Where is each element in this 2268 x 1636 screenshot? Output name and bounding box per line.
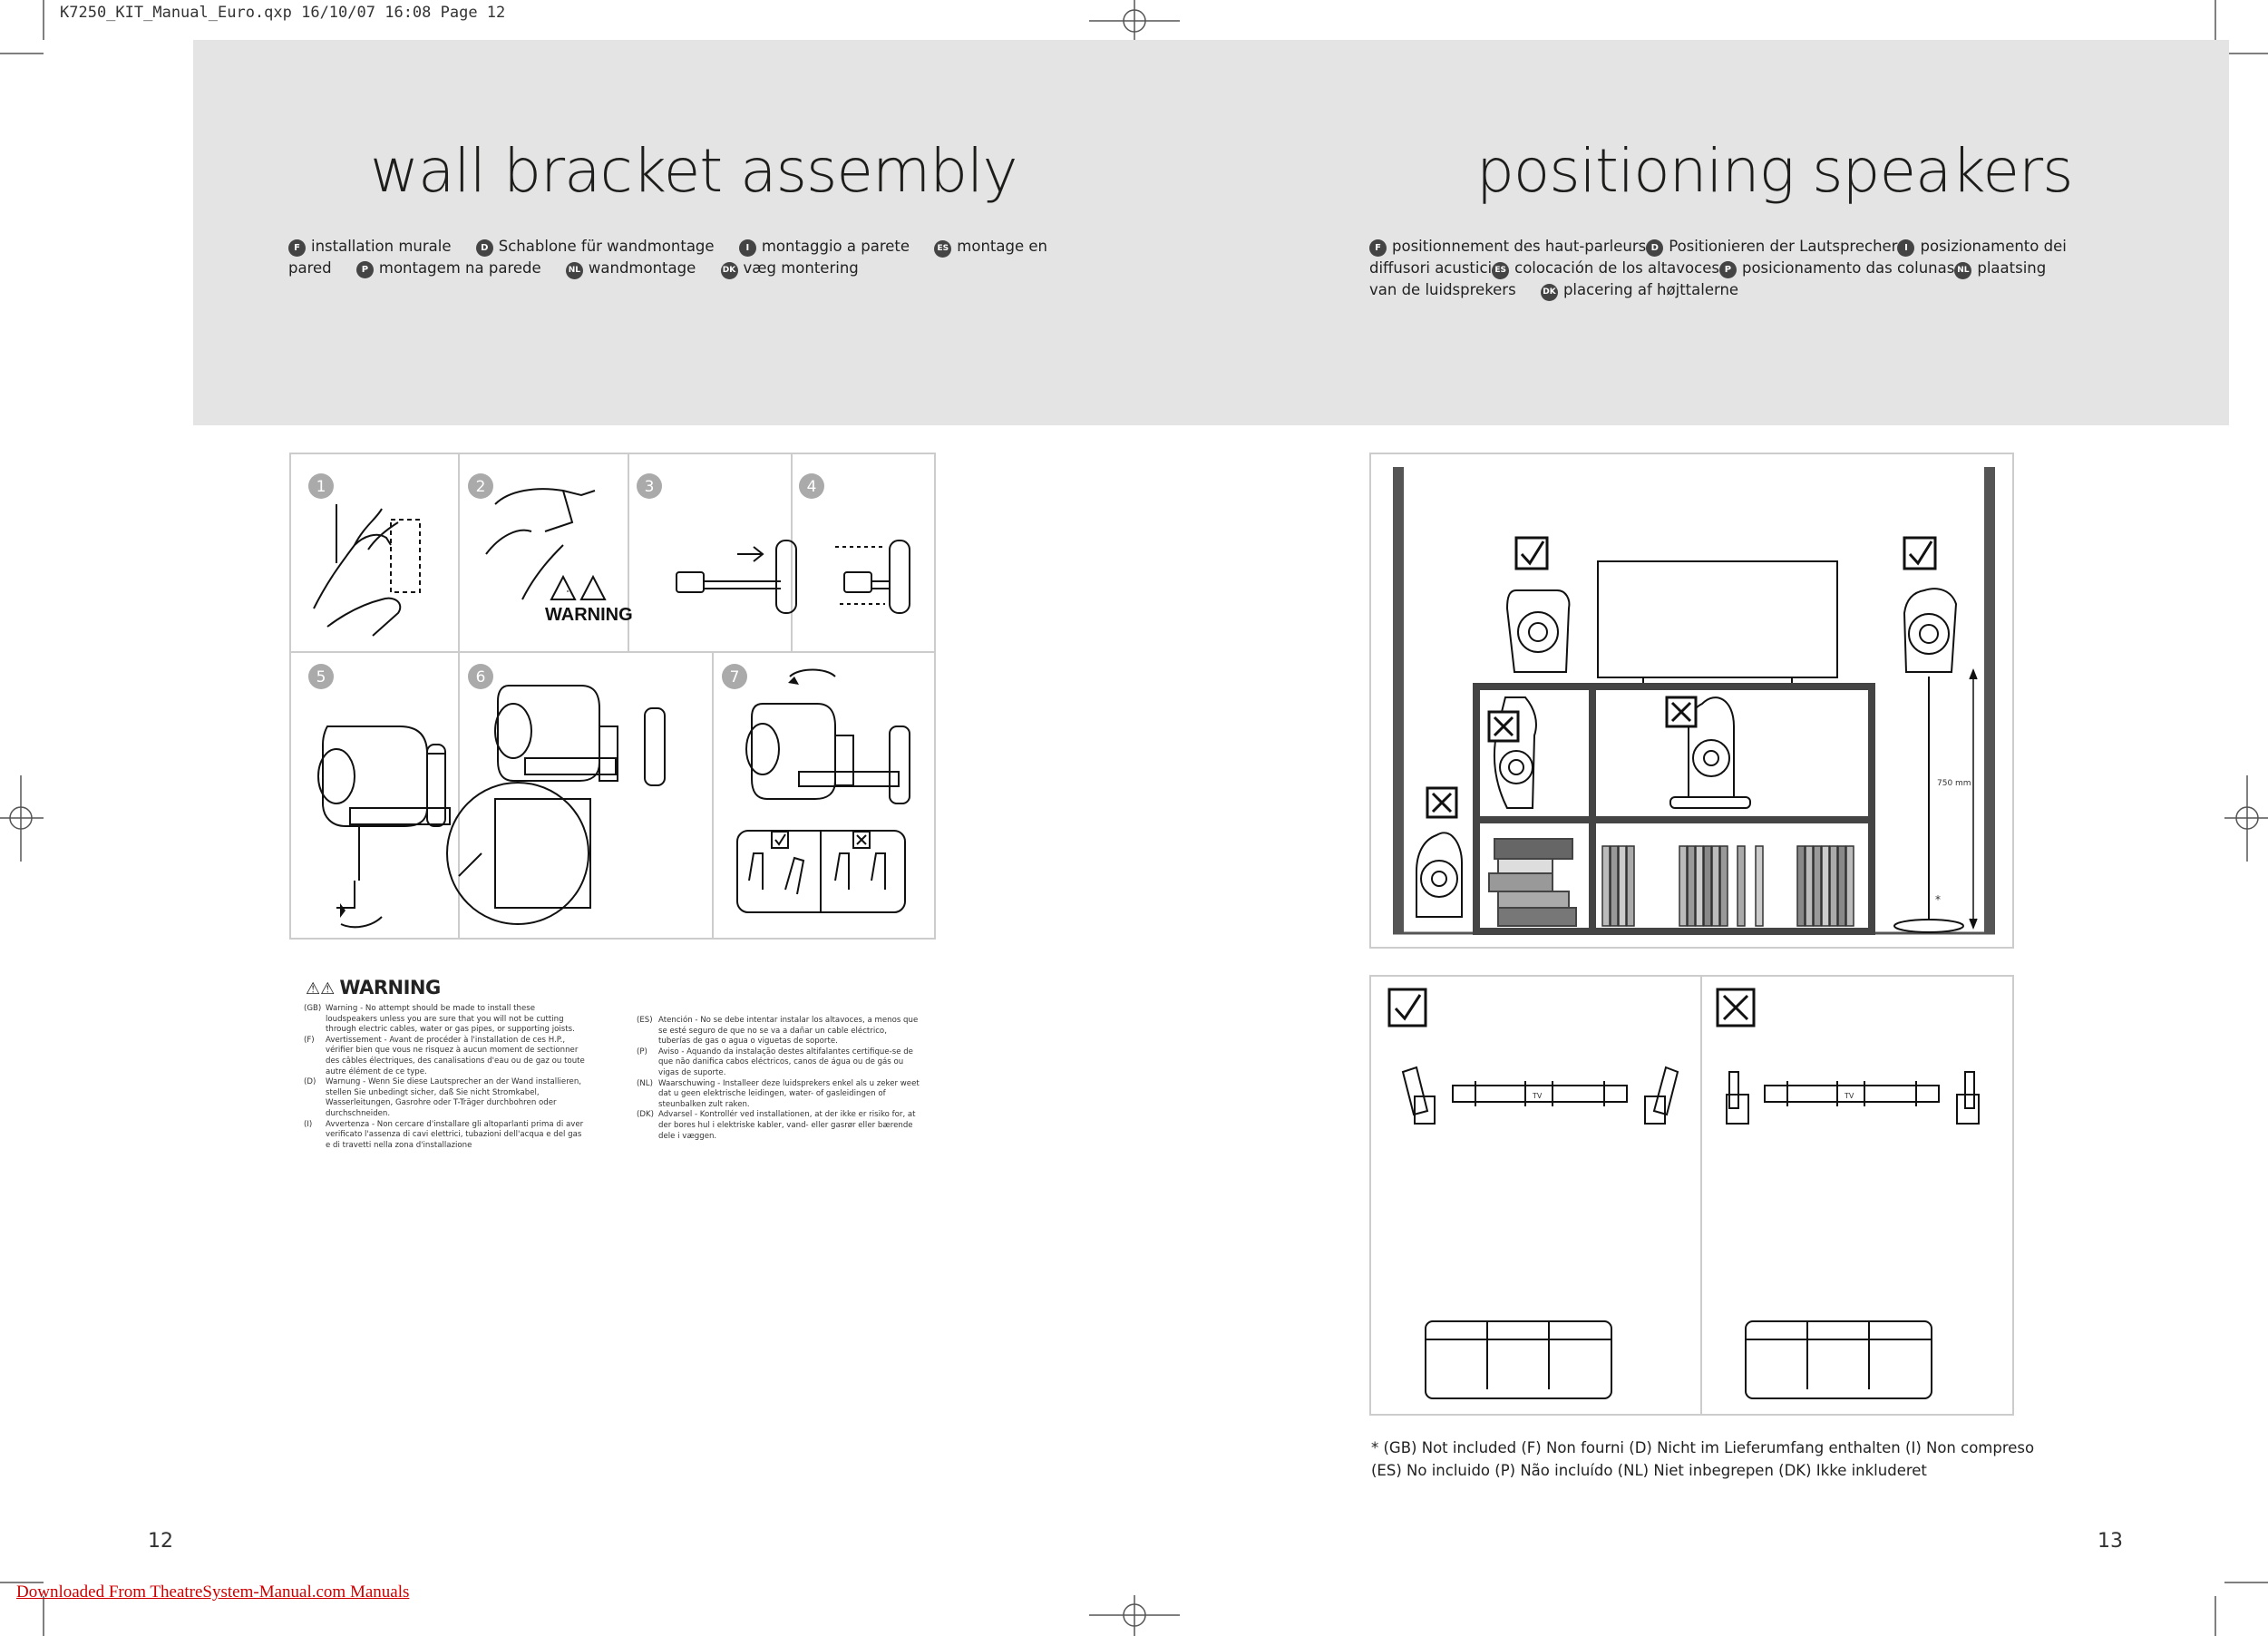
lang-text: montagem na parede — [378, 259, 541, 277]
lang-badge: ES — [934, 240, 951, 258]
step-number: 4 — [806, 478, 817, 496]
warning-item: (NL) Waarschuwing - Installeer deze luidsprekers enkel als u zeker weet dat u geen elektrische leidingen, water- of gasleidingen of steunbalken zult raken. — [637, 1078, 920, 1109]
lang-text: posicionamento das colunas — [1741, 259, 1955, 277]
lang-badge: D — [476, 239, 493, 257]
lang-badge: NL — [566, 262, 583, 279]
tv-label: TV — [1533, 1092, 1543, 1100]
room-illustration — [1371, 454, 2012, 947]
step-number: 3 — [644, 478, 655, 496]
lang-text: diffusori acustici — [1369, 259, 1493, 277]
warning-item: (GB) Warning - No attempt should be made to install these loudspeakers unless you are sure that you will not be cutting through electric cables, water or gas pipes, or supporting joists. — [304, 1004, 575, 1035]
warning-item: (F) Avertissement - Avant de procéder à l'installation de ces H.P., vérifier bien que vous ne risquez à aucun moment de sectionner des câbles électriques, des canalisations d'eau ou de gaz ou toute autre élément de ce type. — [304, 1035, 585, 1076]
warning-sign-label: WARNING — [545, 605, 633, 625]
lang-badge: ES — [1492, 262, 1509, 279]
lang-text: colocación de los altavoces — [1514, 259, 1719, 277]
speaker-placement-diagram — [1369, 453, 2014, 949]
step-number: 5 — [316, 668, 326, 687]
lang-text: placering af højttalerne — [1562, 281, 1739, 298]
footnote-line-2: (ES) No incluido (P) Não incluído (NL) Niet inbegrepen (DK) Ikke inkluderet — [1371, 1462, 1927, 1479]
lang-text: wandmontage — [588, 259, 696, 277]
print-slug: K7250_KIT_Manual_Euro.qxp 16/10/07 16:08 Page 12 — [60, 4, 506, 22]
lang-text: positionnement des haut-parleurs — [1392, 238, 1647, 255]
lang-badge: I — [1897, 239, 1914, 257]
lang-badge: F — [288, 239, 306, 257]
lang-badge: DK — [1541, 284, 1558, 301]
assembly-steps-illustration — [291, 454, 934, 938]
page-title-left: wall bracket assembly — [370, 136, 1017, 206]
warning-title: WARNING — [339, 977, 441, 998]
lang-text: installation murale — [311, 238, 452, 255]
warning-item: (I) Avvertenza - Non cercare d'installare gli altoparlanti prima di aver verificato l'assenza di cavi elettrici, tubazioni dell'acqua e del gas e di travetti nella zona d'installazione — [304, 1119, 584, 1150]
not-included-asterisk: * — [1935, 893, 1941, 906]
warning-item: (P) Aviso - Aquando da instalação destes altifalantes certifique-se de que não danifica cabos eléctricos, canos de água ou de gás ou vigas de suporte. — [637, 1047, 913, 1077]
header-band — [193, 40, 2229, 425]
warnings-column-2 — [637, 1016, 920, 1142]
page-number-left: 12 — [148, 1530, 173, 1553]
language-list-right — [1369, 236, 2067, 301]
lang-badge: D — [1646, 239, 1663, 257]
footnote-line-1: * (GB) Not included (F) Non fourni (D) Nicht im Lieferumfang enthalten (I) Non compreso — [1371, 1439, 2035, 1456]
page-number-right: 13 — [2098, 1530, 2123, 1553]
step-number: 2 — [475, 478, 486, 496]
warning-triangle-icon: ⚠⚠ — [306, 979, 336, 998]
warning-item: (ES) Atención - No se debe intentar instalar los altavoces, a menos que se esté seguro de que no se va a dañar un cable eléctrico, tuberías de gas o agua o viguetas de soporte. — [637, 1016, 919, 1047]
height-dimension-label: 750 mm — [1937, 779, 1971, 788]
step-number: 7 — [729, 668, 740, 687]
bracket-assembly-diagram — [289, 453, 936, 940]
lang-badge: NL — [1954, 262, 1971, 279]
lang-text: væg montering — [743, 259, 859, 277]
page-title-right: positioning speakers — [1476, 136, 2073, 206]
lang-badge: DK — [721, 262, 738, 279]
lang-text: Schablone für wandmontage — [498, 238, 715, 255]
top-view-diagram — [1369, 975, 2014, 1416]
lang-text: van de luidsprekers — [1369, 281, 1516, 298]
warnings-column-1 — [304, 1004, 587, 1151]
download-source-link[interactable]: Downloaded From TheatreSystem-Manual.com Manuals — [16, 1582, 410, 1602]
top-view-illustration — [1371, 977, 2012, 1414]
lang-text: montaggio a parete — [761, 238, 910, 255]
lang-text: Positionieren der Lautsprecher — [1669, 238, 1898, 255]
lang-text: plaatsing — [1977, 259, 2047, 277]
lang-badge: P — [1719, 261, 1737, 278]
lang-badge: P — [356, 261, 374, 278]
language-list-left — [288, 236, 1047, 279]
step-number: 6 — [475, 668, 486, 687]
warning-item: (D) Warnung - Wenn Sie diese Lautsprecher an der Wand installieren, stellen Sie unbedingt sicher, daß Sie nicht Stromkabel, Wasserleitungen, Gasrohre oder T-Träger durchbohren oder durchschneiden. — [304, 1077, 582, 1118]
warning-heading — [306, 977, 441, 998]
lang-badge: F — [1369, 239, 1387, 257]
lang-badge: I — [739, 239, 756, 257]
warning-item: (DK) Advarsel - Kontrollér ved installationen, at der ikke er risiko for, at der bores hul i elektriske kabler, vand- eller gasrør eller bærende dele i væggen. — [637, 1110, 916, 1141]
lang-text: pared — [288, 259, 332, 277]
lang-text: montage en — [957, 238, 1047, 255]
lang-text: posizionamento dei — [1920, 238, 2067, 255]
step-number: 1 — [316, 478, 326, 496]
tv-label: TV — [1845, 1092, 1854, 1100]
